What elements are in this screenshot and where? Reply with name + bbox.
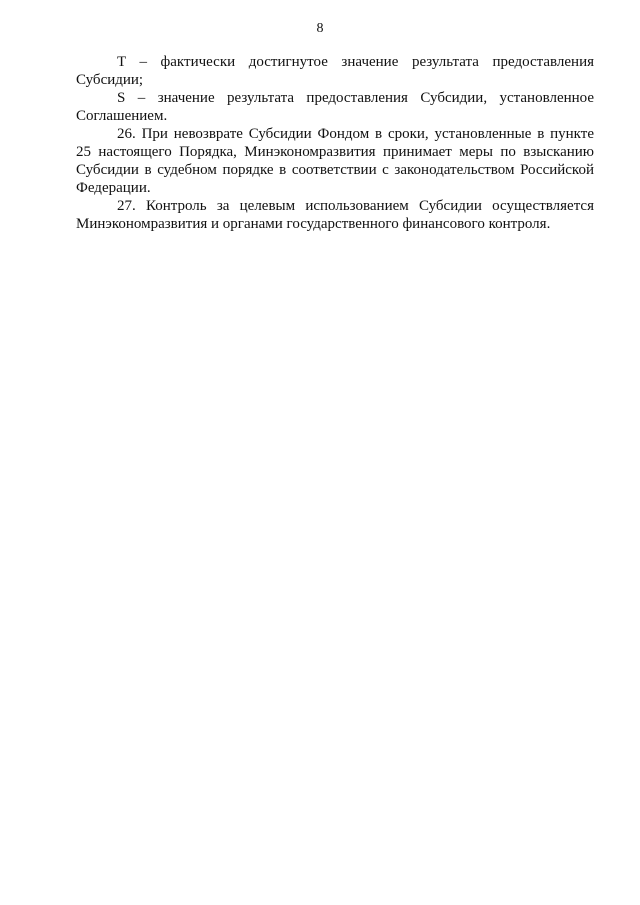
page-number: 8 (316, 21, 324, 36)
paragraph-t-definition: T – фактически достигнутое значение результата предоставления Субсидии; (76, 54, 594, 88)
paragraph-26: 26. При невозврате Субсидии Фондом в сроки, установленные в пункте 25 настоящего Порядка, Минэкономразвития принимает меры по взысканию Субсидии в судебном порядке в соответствии с законодательством Российской Федерации. (76, 126, 594, 196)
paragraph-27: 27. Контроль за целевым использованием Субсидии осуществляется Минэкономразвития и органами государственного финансового контроля. (76, 198, 594, 232)
paragraph-s-definition: S – значение результата предоставления Субсидии, установленное Соглашением. (76, 90, 594, 124)
document-body (76, 53, 594, 233)
